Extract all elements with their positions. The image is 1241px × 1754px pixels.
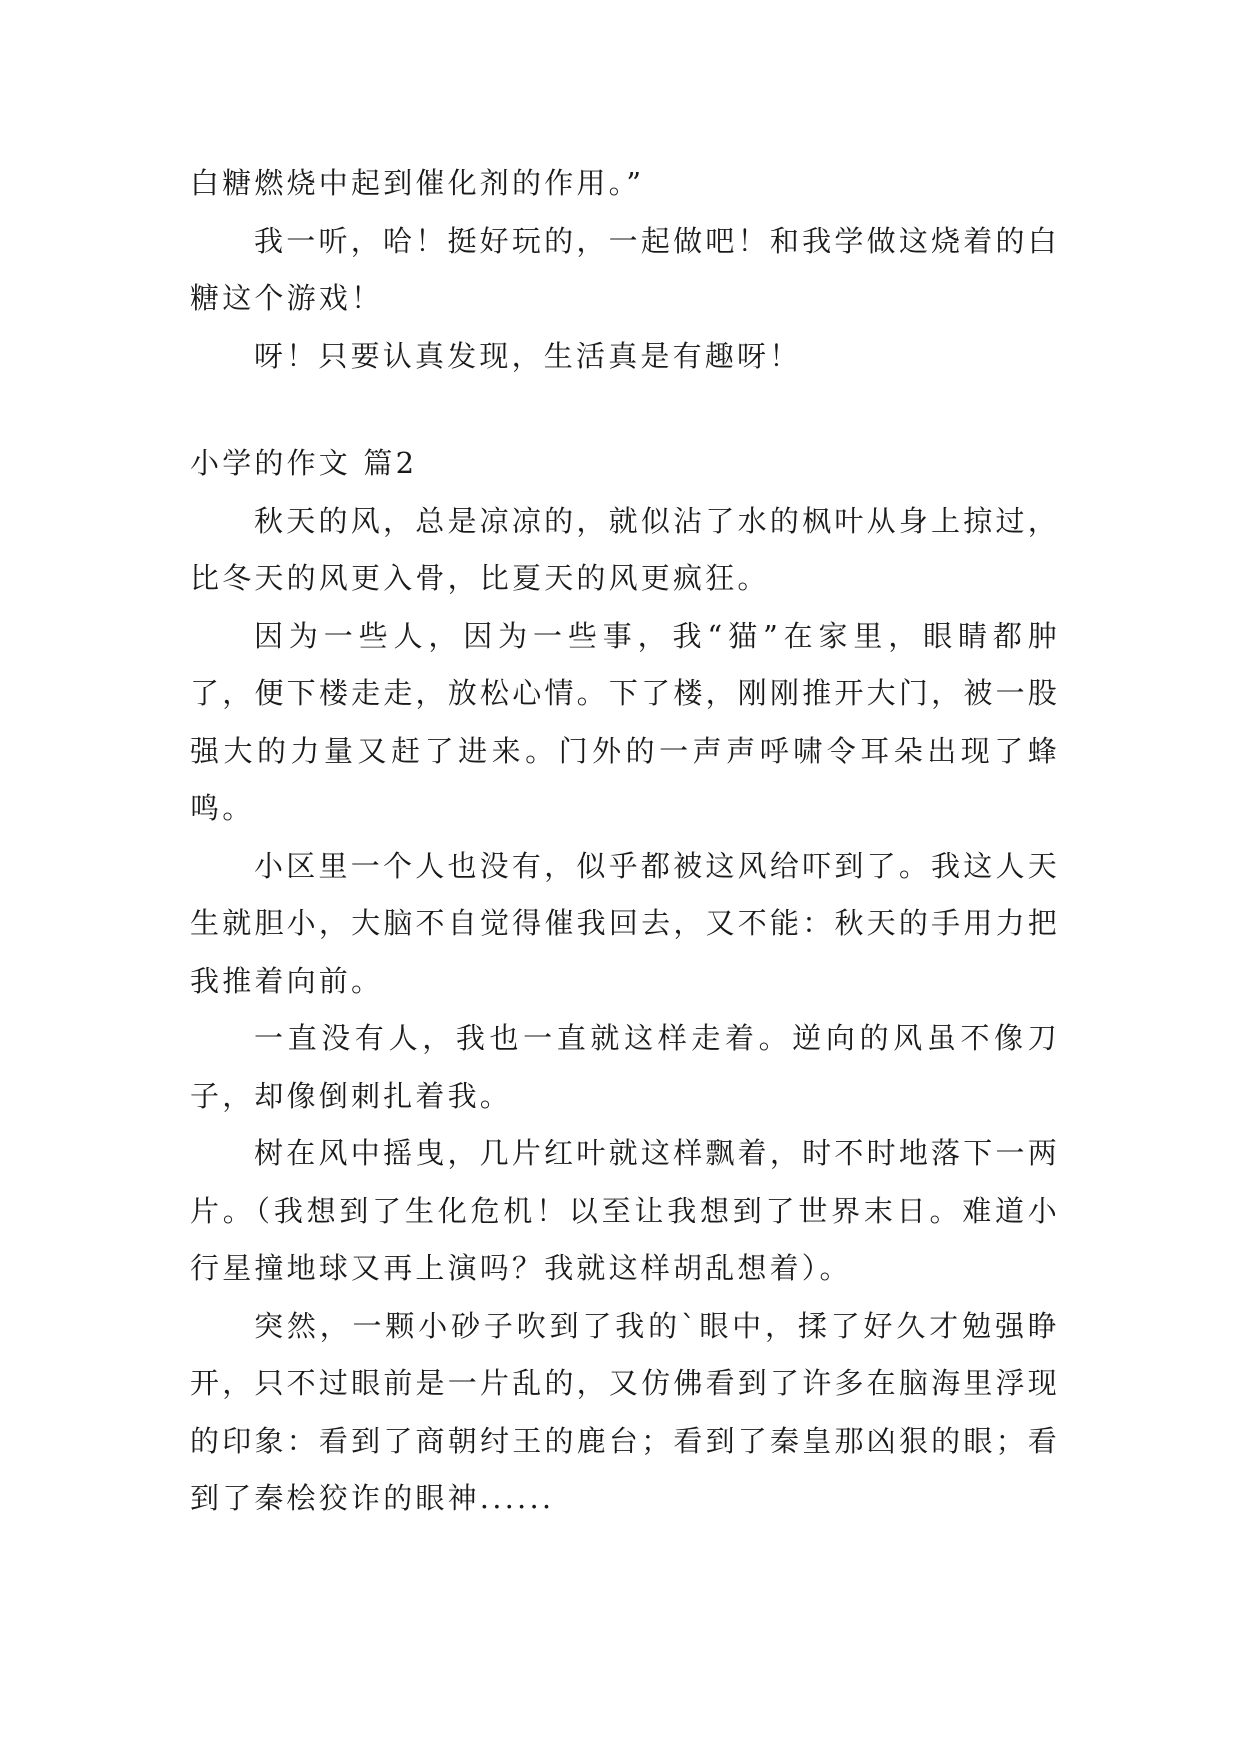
document-body (190, 155, 1060, 1528)
paragraph: 突然，一颗小砂子吹到了我的`眼中，揉了好久才勉强睁开，只不过眼前是一片乱的，又仿佛看到了许多在脑海里浮现的印象：看到了商朝纣王的鹿台；看到了秦皇那凶狠的眼；看到了秦桧狡诈的眼神...... (190, 1308, 1060, 1515)
section-title: 小学的作文 篇2 (190, 446, 418, 480)
continued-paragraph: 白糖燃烧中起到催化剂的作用。” (190, 166, 645, 200)
paragraph: 树在风中摇曳，几片红叶就这样飘着，时不时地落下一两片。（我想到了生化危机！以至让我想到了世界末日。难道小行星撞地球又再上演吗？我就这样胡乱想着）。 (190, 1136, 1060, 1285)
paragraph: 我一听，哈！挺好玩的，一起做吧！和我学做这烧着的白糖这个游戏！ (190, 223, 1060, 315)
paragraph: 小区里一个人也没有，似乎都被这风给吓到了。我这人天生就胆小，大脑不自觉得催我回去，又不能：秋天的手用力把我推着向前。 (190, 848, 1060, 998)
paragraph: 因为一些人，因为一些事，我“猫”在家里，眼睛都肿了，便下楼走走，放松心情。下了楼，刚刚推开大门，被一股强大的力量又赶了进来。门外的一声声呼啸令耳朵出现了蜂鸣。 (190, 618, 1060, 825)
paragraph: 呀！只要认真发现，生活真是有趣呀！ (254, 338, 802, 373)
paragraph: 一直没有人，我也一直就这样走着。逆向的风虽不像刀子，却像倒刺扎着我。 (190, 1021, 1060, 1113)
paragraph: 秋天的风，总是凉凉的，就似沾了水的枫叶从身上掠过，比冬天的风更入骨，比夏天的风更疯狂。 (190, 503, 1060, 595)
